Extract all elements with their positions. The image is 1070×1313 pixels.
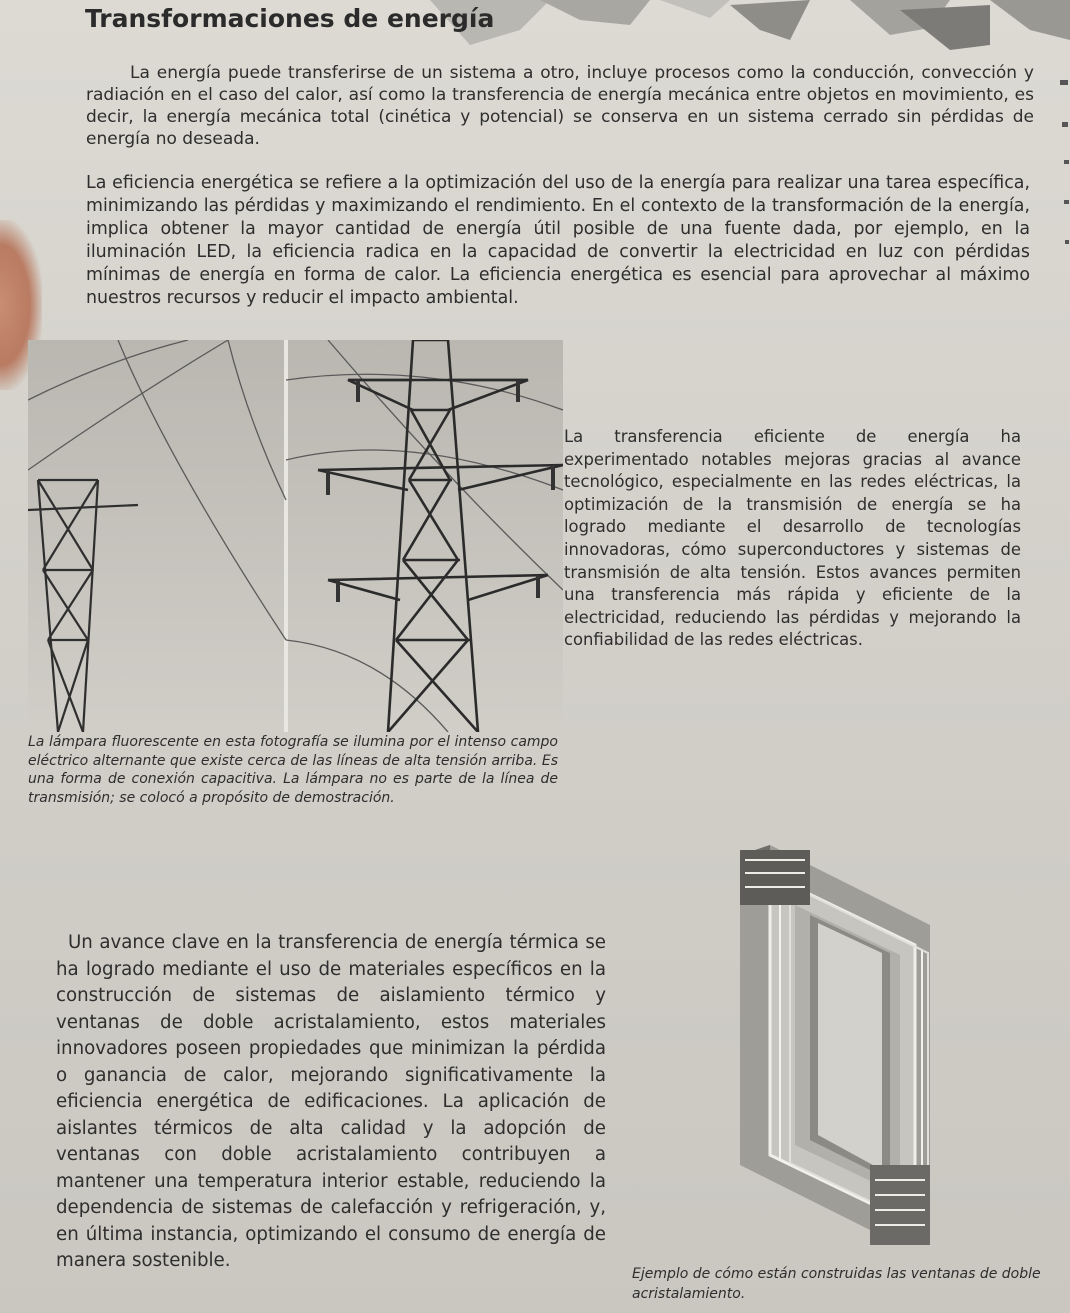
transmission-paragraph: La transferencia eficiente de energía ha experimentado notables mejoras gracias al avance tecnológico, especialmente en las redes eléctricas, la optimización de la transmisión de energía se ha logrado mediante el desarrollo de tecnologías innovadoras, cómo superconductores y sistemas de transmisión de alta tensión. Estos avances permiten una transferencia más rápida y eficiente de la electricidad, reduciendo las pérdidas y mejorando la confiabilidad de las redes eléctricas.: [564, 427, 1021, 650]
page-title: Transformaciones de energía: [85, 4, 495, 33]
double-glazed-window-illustration: [700, 835, 980, 1255]
intro-paragraph-1: La energía puede transferirse de un sistema a otro, incluye procesos como la conducción, convección y radiación en el caso del calor, así como la transferencia de energía mecánica entre objetos en movimiento, es decir, la energía mecánica total (cinética y potencial) se conserva en un sistema cerrado sin pérdidas de energía no deseada.: [86, 63, 1034, 149]
window-caption: Ejemplo de cómo están construidas las ventanas de doble acristalamiento.: [632, 1266, 1041, 1302]
decorative-side-marks: [1040, 60, 1070, 320]
decorative-banner: [430, 0, 1070, 60]
photo-caption: La lámpara fluorescente en esta fotografía se ilumina por el intenso campo eléctrico alternante que existe cerca de las líneas de alta tensión arriba. Es una forma de conexión capacitiva. La lámpara no es parte de la línea de transmisión; se colocó a propósito de demostración.: [28, 734, 558, 806]
thermal-paragraph: Un avance clave en la transferencia de energía térmica se ha logrado mediante el uso de materiales específicos en la construcción de sistemas de aislamiento térmico y ventanas de doble acristalamiento, estos materiales innovadores poseen propiedades que minimizan la pérdida o ganancia de calor, mejorando significativamente la eficiencia energética de edificaciones. La aplicación de aislantes térmicos de alta calidad y la adopción de ventanas con doble acristalamiento contribuyen a mantener una temperatura interior estable, reduciendo la dependencia de sistemas de calefacción y refrigeración, y, en última instancia, optimizando el consumo de energía de manera sostenible.: [56, 932, 606, 1271]
intro-paragraph-2: La eficiencia energética se refiere a la optimización del uso de la energía para realizar una tarea específica, minimizando las pérdidas y maximizando el rendimiento. En el contexto de la transformación de la energía, implica obtener la mayor cantidad de energía útil posible de una fuente dada, por ejemplo, en la iluminación LED, la eficiencia radica en la capacidad de convertir la electricidad en luz con pérdidas mínimas de energía en forma de calor. La eficiencia energética es esencial para aprovechar al máximo nuestros recursos y reducir el impacto ambiental.: [86, 173, 1030, 308]
transmission-tower-photo: [28, 340, 563, 732]
